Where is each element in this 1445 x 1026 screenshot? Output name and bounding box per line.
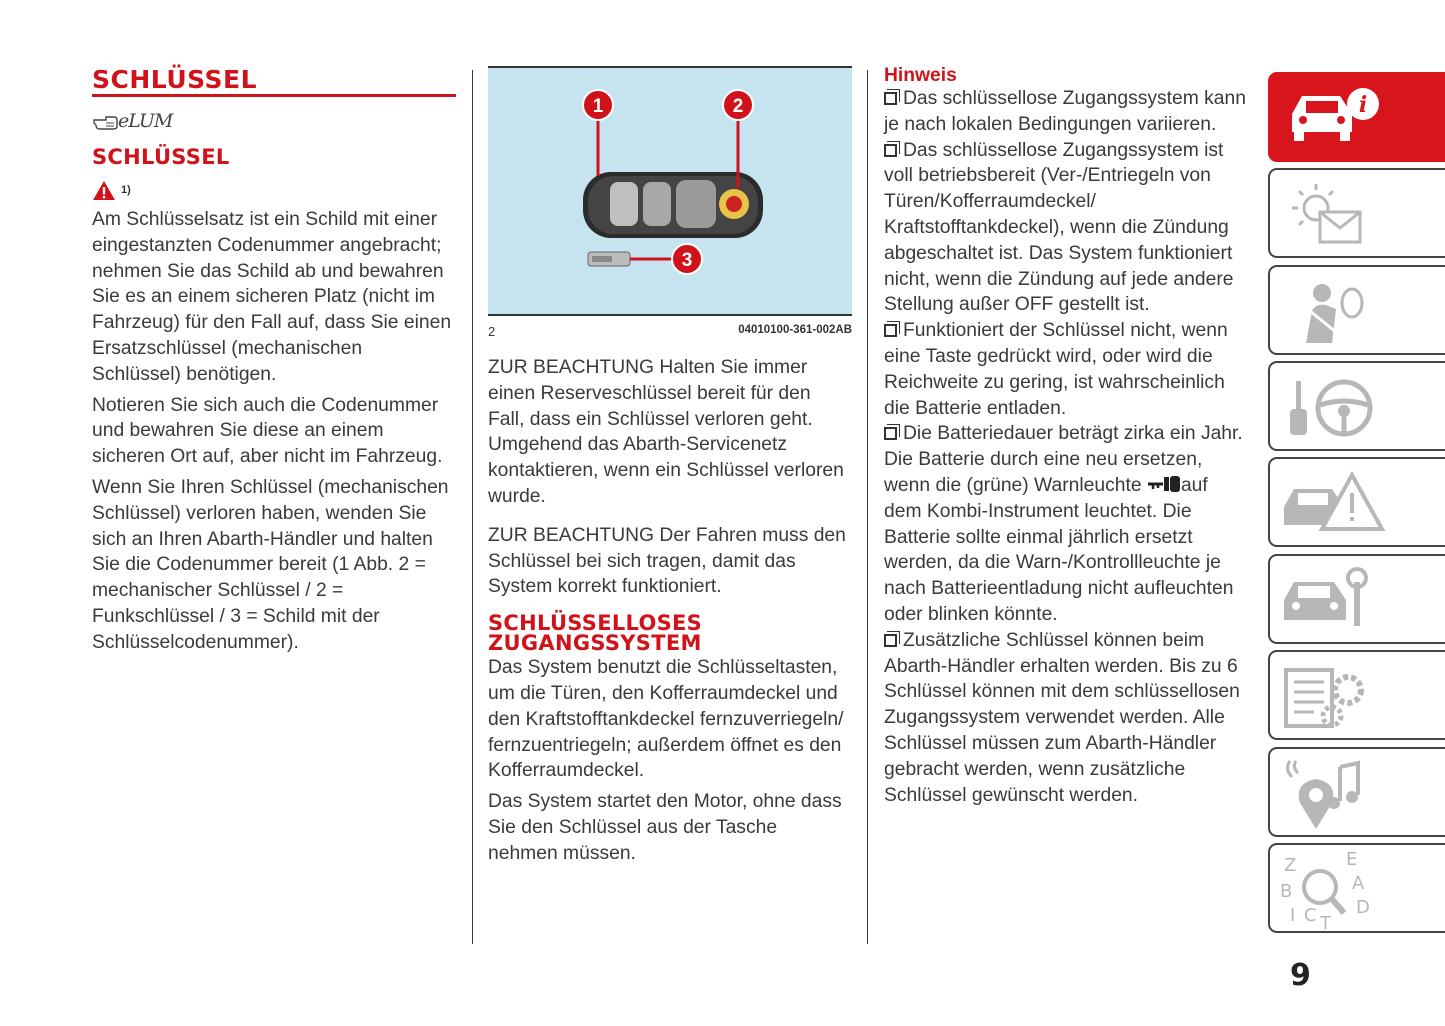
checkbox-bullet-icon	[884, 92, 897, 105]
column-divider	[867, 70, 868, 944]
svg-text:i: i	[1358, 92, 1368, 118]
note-paragraph: ZUR BEACHTUNG Der Fahren muss den Schlüssel bei sich tragen, damit das System korrekt funktioniert.	[488, 524, 846, 598]
tab-car-warning[interactable]	[1268, 457, 1445, 547]
index-letter: Z	[1284, 855, 1297, 876]
key-steering-icon	[1270, 363, 1445, 453]
index-letter: D	[1356, 897, 1370, 918]
elum-logo	[92, 109, 456, 133]
title-rule	[92, 94, 456, 97]
marker-3: 3	[681, 250, 693, 271]
hinweis-item: Das schlüssellose Zugangssystem ist voll betriebsbereit (Ver-/Entriegeln von Türen/Kofferraumdeckel/ Kraftstofftankdeckel), wenn die Zündung abgeschaltet ist. Das System funktioniert nicht, wenn die Zündung auf jede andere Stellung außer OFF gestellt ist.	[884, 139, 1234, 316]
keyless-heading	[488, 611, 852, 656]
page-title: SCHLÜSSEL	[92, 65, 258, 94]
warning-triangle-icon	[92, 180, 116, 201]
page-number: 9	[1290, 958, 1311, 993]
tab-airbag-safety[interactable]	[1268, 265, 1445, 355]
figure-number: 2	[488, 324, 496, 339]
car-info-icon	[1270, 74, 1445, 164]
marker-1: 1	[592, 96, 604, 117]
tab-key-steering[interactable]	[1268, 361, 1445, 451]
tab-car-service[interactable]	[1268, 554, 1445, 644]
checkbox-bullet-icon	[884, 144, 897, 157]
checkbox-bullet-icon	[884, 324, 897, 337]
key-illustration	[488, 68, 852, 314]
paragraph: Notieren Sie sich auch die Codenummer und bewahren Sie diese an einem sicheren Ort auf, aber nicht im Fahrzeug.	[92, 394, 443, 468]
column-right	[884, 66, 1250, 808]
index-letter: C	[1304, 905, 1317, 926]
paragraph: Am Schlüsselsatz ist ein Schild mit einer eingestanzten Codenummer angebracht; nehmen Sie das Schild ab und bewahren Sie es an einem sicheren Platz (nicht im Fahrzeug) für den Fall auf, dass Sie einen Ersatzschlüssel (mechanischen Schlüssel) benötigen.	[92, 209, 452, 385]
hinweis-item: Das schlüssellose Zugangssystem kann je nach lokalen Bedingungen variieren.	[884, 88, 1246, 135]
elum-text: eLUM	[118, 110, 173, 132]
hinweis-item: Zusätzliche Schlüssel können beim Abarth-Händler erhalten werden. Bis zu 6 Schlüssel können mit dem schlüssellosen Zugangssystem verwendet werden. Alle Schlüssel müssen zum Abarth-Händler gebracht werden, wenn zusätzliche Schlüssel gewünscht werden.	[884, 629, 1240, 806]
warning-ref	[92, 179, 456, 201]
paragraph: Das System benutzt die Schlüsseltasten, um die Türen, den Kofferraumdeckel und den Kraftstofftankdeckel fernzuverriegeln/ fernzuentriegeln; außerdem öffnet es den Kofferraumdeckel.	[488, 657, 844, 782]
index-icon	[1270, 845, 1445, 935]
index-letter: I	[1290, 905, 1296, 926]
figure-caption	[488, 324, 852, 339]
lights-messages-icon	[1270, 170, 1445, 260]
hinweis-item: Die Batteriedauer beträgt zirka ein Jahr. Die Batterie durch eine neu ersetzen, wenn die (grüne) Warnleuchte auf dem Kombi-Instrument leuchtet. Die Batterie sollte einmal jährlich ersetzt werden, da die Warn-/Kontrollleuchte je nach Batterieentladung nicht aufleuchten oder blinken könnte.	[884, 423, 1243, 625]
hand-pointer-icon	[92, 112, 118, 130]
hinweis-heading: Hinweis	[884, 65, 957, 86]
warning-ref-number: 1)	[121, 184, 131, 196]
index-letter: B	[1280, 881, 1293, 902]
checkbox-bullet-icon	[884, 427, 897, 440]
tab-car-info[interactable]	[1268, 72, 1445, 162]
tab-data-settings[interactable]	[1268, 650, 1445, 740]
multimedia-icon	[1270, 749, 1445, 839]
paragraph: Das System startet den Motor, ohne dass Sie den Schlüssel aus der Tasche nehmen müssen.	[488, 791, 842, 864]
car-warning-icon	[1270, 459, 1445, 549]
section-subtitle: SCHLÜSSEL	[92, 145, 230, 169]
keyless-heading-line1: SCHLÜSSELLOSES	[488, 611, 703, 636]
airbag-safety-icon	[1270, 267, 1445, 357]
keyless-heading-line2: ZUGANGSSYSTEM	[488, 631, 702, 656]
index-letter: E	[1346, 849, 1358, 870]
key-figure	[488, 66, 852, 316]
figure-code: 04010100-361-002AB	[738, 324, 852, 336]
index-letter: A	[1352, 873, 1365, 894]
checkbox-bullet-icon	[884, 634, 897, 647]
tab-multimedia[interactable]	[1268, 747, 1445, 837]
column-left	[92, 66, 456, 656]
car-service-icon	[1270, 556, 1445, 646]
note-paragraph: ZUR BEACHTUNG Halten Sie immer einen Reserveschlüssel bereit für den Fall, dass ein Schlüssel verloren geht. Umgehend das Abarth-Servicenetz kontaktieren, wenn ein Schlüssel verloren wurde.	[488, 357, 844, 507]
column-divider	[472, 70, 473, 944]
tab-index[interactable]	[1268, 843, 1445, 933]
paragraph: Wenn Sie Ihren Schlüssel (mechanischen Schlüssel) verloren haben, wenden Sie sich an Ihren Abarth-Händler und halten Sie die Codenummer bereit (1 Abb. 2 = mechanischer Schlüssel / 2 = Funkschlüssel / 3 = Schild mit der Schlüsselcodenummer).	[92, 476, 449, 653]
key-warning-light-icon	[1147, 475, 1181, 493]
data-settings-icon	[1270, 652, 1445, 742]
index-letter: T	[1320, 913, 1331, 934]
hinweis-item: Funktioniert der Schlüssel nicht, wenn eine Taste gedrückt wird, oder wird die Reichweite zu gering, ist wahrscheinlich die Batterie entladen.	[884, 320, 1228, 419]
tab-lights-messages[interactable]	[1268, 168, 1445, 258]
column-middle	[488, 66, 852, 867]
marker-2: 2	[732, 96, 744, 117]
